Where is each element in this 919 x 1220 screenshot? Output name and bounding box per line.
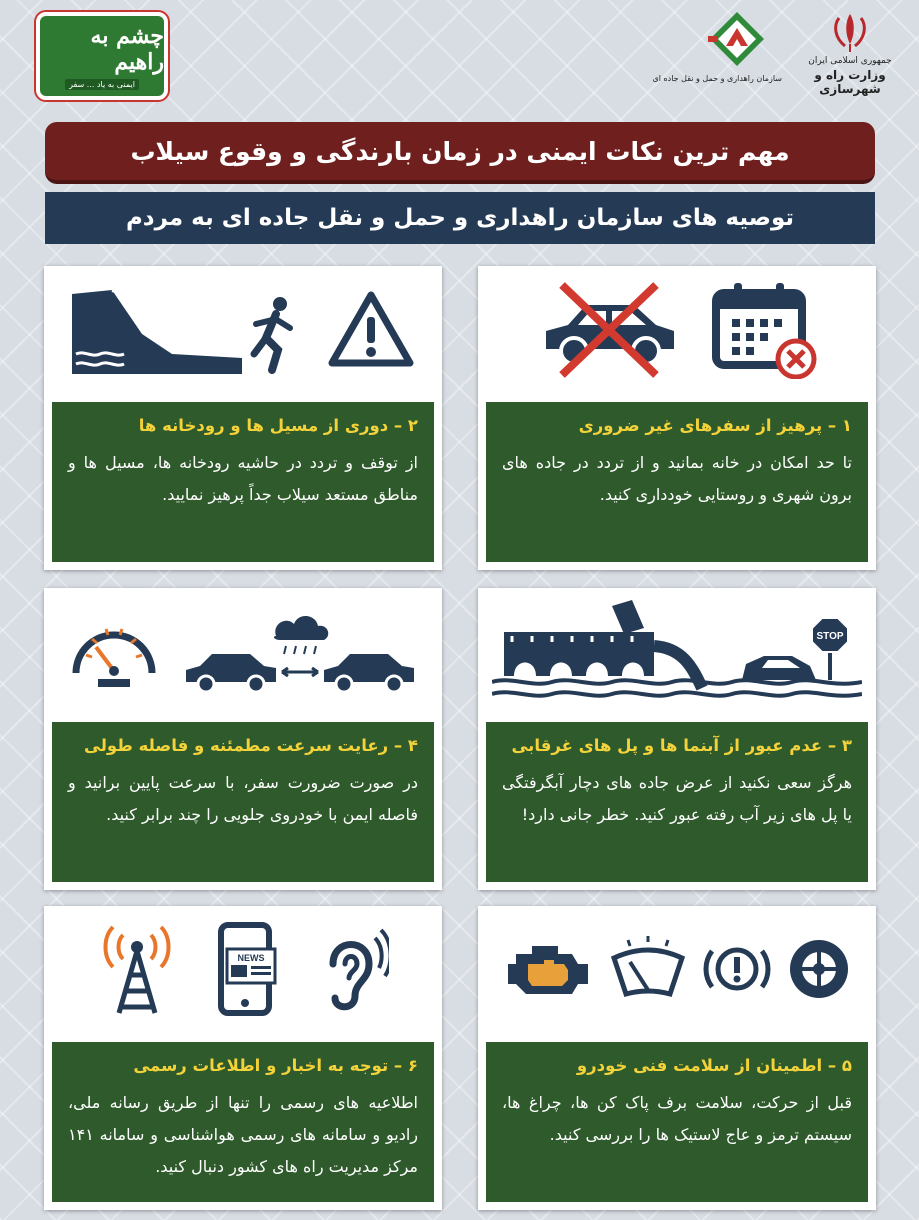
rmto-caption: سازمان راهداری و حمل و نقل جاده ای [652,74,782,83]
tip-1-heading: ۱ – پرهیز از سفرهای غیر ضروری [578,416,852,435]
tip-card-3-illustration [478,588,876,714]
tip-2-body: از توقف و تردد در حاشیه رودخانه ها، مسیل ها و مناطق مستعد سیلاب جداً پرهیز نمایید. [68,453,418,504]
campaign-logo-title: چشم به راهیم [90,22,164,75]
campaign-logo-subtitle: ایمنی‌ به‌ یاد ... سفر [65,79,139,90]
tip-card-6 [44,906,442,1210]
river-flood-icon [72,284,242,374]
header [0,0,919,110]
warning-triangle-icon [328,289,414,369]
tip-4-heading: ۴ – رعایت سرعت مطمئنه و فاصله طولی [84,736,418,755]
tip-6-body: اطلاعیه های رسمی را تنها از طریق رسانه ملی، رادیو و سامانه های رسمی هواشناسی و سامانه ۱۴۱ مرکز مدیریت راه های کشور دنبال کنید. [68,1093,418,1176]
tip-card-6-illustration [44,906,442,1032]
main-title-banner [45,122,875,184]
ministry-line2: وزارت راه و شهرسازی [814,68,886,96]
tip-card-4 [44,588,442,890]
bridge-flood-scene [492,596,862,706]
subtitle-banner [45,192,875,244]
tip-5-body: قبل از حرکت، سلامت برف پاک کن ها، چراغ ها، سیستم ترمز و عاج لاستیک ها را بررسی کنید. [502,1093,852,1144]
tip-card-6-text [52,1042,434,1202]
engine-warning-icon [502,936,594,1002]
tip-card-5-text [486,1042,868,1202]
tip-card-2 [44,266,442,570]
iran-emblem-icon [827,8,873,54]
tip-card-2-illustration [44,266,442,392]
tip-card-1-text [486,402,868,562]
tip-3-body: هرگز سعی نکنید از عرض جاده های دچار آبگرفتگی یا پل های زیر آب رفته عبور کنید. خطر جانی دارد! [502,773,852,824]
brake-warning-icon [702,939,772,999]
ministry-line1: جمهوری اسلامی ایران [808,56,892,66]
tip-card-3-text [486,722,868,882]
speedometer-icon [66,611,162,691]
main-title: مهم ترین نکات ایمنی در زمان بارندگی و وقوع سیلاب [130,136,790,166]
tip-card-1-illustration [478,266,876,392]
tip-1-body: تا حد امکان در خانه بمانید و از تردد در جاده های برون شهری و روستایی خودداری کنید. [502,453,852,504]
subtitle: توصیه های سازمان راهداری و حمل و نقل جاده ای به مردم [125,205,795,231]
car-distance-icon [180,606,420,696]
tip-card-3 [478,588,876,890]
car-crossed-icon [534,279,684,379]
rain-cloud-icon [274,616,328,654]
rmto-emblem-icon [708,10,766,68]
tip-2-heading: ۲ – دوری از مسیل ها و رودخانه ها [138,416,418,435]
stop-sign-text: STOP [816,631,844,642]
rmto-logo [652,10,782,100]
tip-card-2-text [52,402,434,562]
tip-card-4-text [52,722,434,882]
radio-tower-icon [97,921,177,1017]
sinking-car-icon [742,656,816,680]
news-label: NEWS [237,953,265,963]
campaign-logo [36,12,168,100]
tire-icon [786,936,852,1002]
tip-card-5-illustration [478,906,876,1032]
tip-3-heading: ۳ – عدم عبور از آبنما ها و پل های غرقابی [511,736,852,755]
ear-icon [317,924,389,1014]
tip-5-heading: ۵ – اطمینان از سلامت فنی خودرو [576,1056,852,1075]
ministry-logo [795,8,905,103]
tip-card-5 [478,906,876,1210]
flood-scene [72,284,302,374]
tip-card-1 [478,266,876,570]
bridge-flood-icon [504,600,702,688]
tip-card-4-illustration [44,588,442,714]
calendar-cancel-icon [710,279,820,379]
tip-4-body: در صورت ضرورت سفر، با سرعت پایین برانید و فاصله ایمن با خودروی جلویی را چند برابر کنید. [68,773,418,824]
running-person-icon [242,294,302,374]
stop-sign-icon [812,618,848,680]
phone-news-icon [215,921,279,1017]
tip-6-heading: ۶ – توجه به اخبار و اطلاعات رسمی [133,1056,418,1075]
wiper-icon [608,936,688,1002]
